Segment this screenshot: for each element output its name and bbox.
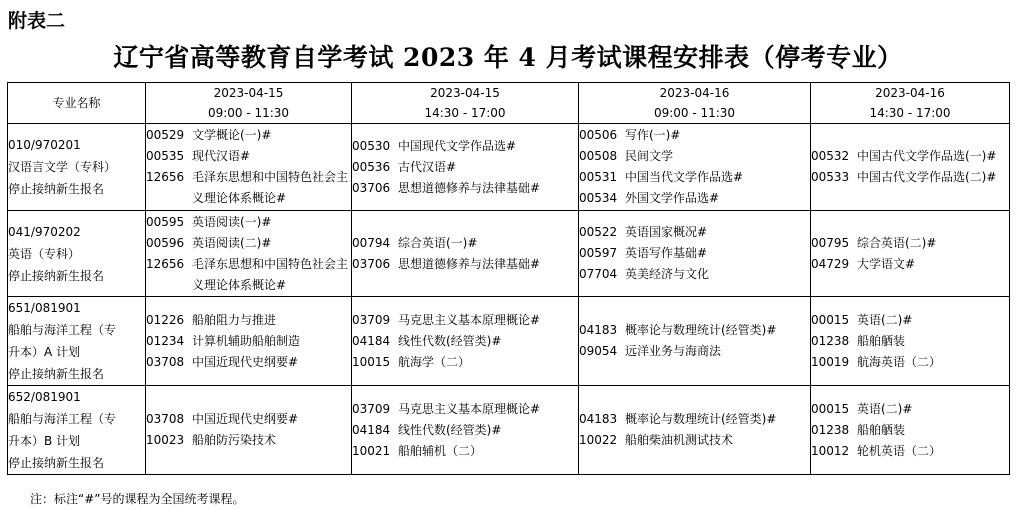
table-row — [8, 297, 1010, 386]
course-code: 10012 — [811, 443, 850, 458]
course-cell — [146, 124, 352, 211]
major-name: 升本）B 计划 — [8, 434, 81, 448]
course-name: 概率论与数理统计(经管类)# — [625, 323, 777, 337]
major-cell — [8, 297, 146, 386]
course-entry — [352, 310, 578, 331]
course-entry — [579, 320, 810, 341]
major-status: 停止接纳新生报名 — [8, 367, 105, 381]
course-cell — [146, 297, 352, 386]
schedule-table — [7, 82, 1010, 475]
course-name: 远洋业务与海商法 — [625, 344, 722, 358]
course-code: 03708 — [146, 354, 185, 369]
course-code: 01238 — [811, 333, 850, 348]
course-entry — [579, 167, 810, 188]
course-name: 毛泽东思想和中国特色社会主义理论体系概论# — [192, 256, 349, 292]
major-name: 升本）A 计划 — [8, 345, 81, 359]
major-cell — [8, 386, 146, 475]
course-name: 船舶舾装 — [857, 333, 906, 348]
course-code: 00534 — [579, 191, 618, 205]
course-entry — [352, 178, 578, 199]
course-code: 00015 — [811, 401, 850, 416]
course-entry — [811, 254, 1009, 275]
course-entry — [579, 125, 810, 146]
course-entry — [352, 352, 578, 373]
course-entry — [352, 136, 578, 157]
course-entry — [352, 157, 578, 178]
course-entry — [146, 352, 351, 373]
major-name: 船舶与海洋工程（专 — [8, 323, 117, 337]
session-date: 2023-04-15 — [213, 86, 284, 100]
course-code: 04729 — [811, 256, 850, 271]
course-code: 04183 — [579, 323, 618, 337]
course-entry — [352, 441, 578, 462]
course-cell — [579, 386, 811, 475]
course-entry — [146, 409, 351, 430]
course-entry — [811, 233, 1009, 254]
course-name: 中国现代文学作品选# — [398, 138, 517, 153]
course-name: 船舶防污染技术 — [192, 433, 277, 447]
course-entry — [811, 399, 1009, 420]
major-status: 停止接纳新生报名 — [8, 268, 105, 283]
course-name: 思想道德修养与法律基础# — [398, 256, 541, 271]
session-time: 14:30 - 17:00 — [424, 106, 506, 120]
course-name: 综合英语(一)# — [398, 235, 478, 250]
course-name: 现代汉语# — [192, 149, 251, 163]
course-code: 00531 — [579, 170, 618, 184]
course-name: 船舶阻力与推进 — [192, 312, 277, 327]
course-entry — [811, 310, 1009, 331]
course-code: 12656 — [146, 256, 185, 271]
course-entry — [352, 399, 578, 420]
course-name: 英语(二)# — [857, 312, 913, 327]
course-cell — [146, 386, 352, 475]
course-cell — [811, 297, 1010, 386]
session-header-1 — [146, 83, 352, 124]
course-entry — [811, 331, 1009, 352]
course-entry — [352, 233, 578, 254]
course-name: 大学语文# — [857, 256, 916, 271]
course-name: 中国近现代史纲要# — [192, 354, 299, 369]
course-name: 古代汉语# — [398, 159, 457, 174]
course-code: 00508 — [579, 149, 618, 163]
footnote: 注：标注“#”号的课程为全国统考课程。 — [30, 492, 245, 506]
course-entry — [146, 125, 351, 146]
annex-label: 附表二 — [8, 10, 66, 32]
course-name: 船舶舾装 — [857, 422, 906, 437]
course-entry — [579, 409, 810, 430]
course-entry — [146, 146, 351, 167]
course-code: 07704 — [579, 267, 618, 281]
course-code: 03706 — [352, 256, 391, 271]
course-code: 10021 — [352, 443, 391, 458]
course-entry — [146, 233, 351, 254]
course-entry — [579, 341, 810, 362]
course-name: 中国古代文学作品选(一)# — [857, 149, 997, 163]
session-header-3 — [579, 83, 811, 124]
course-name: 计算机辅助船舶制造 — [192, 333, 301, 348]
course-code: 00530 — [352, 138, 391, 153]
course-code: 10022 — [579, 433, 618, 447]
course-code: 03709 — [352, 401, 391, 416]
course-entry — [352, 254, 578, 275]
course-entry — [811, 167, 1009, 188]
course-name: 概率论与数理统计(经管类)# — [625, 412, 777, 426]
course-name: 思想道德修养与法律基础# — [398, 180, 541, 195]
session-time: 09:00 - 11:30 — [207, 106, 290, 120]
course-code: 09054 — [579, 344, 618, 358]
course-entry — [146, 212, 351, 233]
course-code: 10019 — [811, 354, 850, 369]
course-cell — [811, 211, 1010, 297]
course-name: 英语阅读(一)# — [192, 214, 272, 229]
course-cell — [811, 124, 1010, 211]
course-code: 04184 — [352, 422, 391, 437]
course-entry — [811, 352, 1009, 373]
course-code: 00597 — [579, 246, 618, 260]
course-name: 写作(一)# — [625, 128, 681, 142]
course-code: 00522 — [579, 225, 618, 239]
major-cell — [8, 211, 146, 297]
course-entry — [579, 264, 810, 285]
course-name: 船舶柴油机测试技术 — [625, 433, 734, 447]
course-cell — [579, 124, 811, 211]
course-cell — [579, 297, 811, 386]
course-name: 外国文学作品选# — [625, 191, 720, 205]
course-name: 中国当代文学作品选# — [625, 170, 744, 184]
major-name: 英语（专科） — [8, 246, 81, 261]
course-name: 船舶辅机（二） — [398, 443, 483, 458]
course-cell — [352, 124, 579, 211]
course-name: 英语写作基础# — [625, 246, 708, 260]
course-name: 马克思主义基本原理概论# — [398, 312, 541, 327]
major-cell — [8, 124, 146, 211]
course-name: 英美经济与文化 — [625, 267, 710, 281]
page-title: 辽宁省高等教育自学考试 2023 年 4 月考试课程安排表（停考专业） — [113, 43, 903, 72]
session-date: 2023-04-16 — [659, 86, 730, 100]
session-date: 2023-04-16 — [875, 86, 945, 100]
course-code: 00595 — [146, 214, 185, 229]
table-row — [8, 211, 1010, 297]
course-code: 12656 — [146, 170, 185, 184]
course-entry — [579, 222, 810, 243]
course-entry — [579, 430, 810, 451]
course-code: 00596 — [146, 235, 185, 250]
course-cell — [352, 211, 579, 297]
course-name: 英语(二)# — [857, 401, 913, 416]
course-code: 10023 — [146, 433, 185, 447]
major-name: 船舶与海洋工程（专 — [8, 412, 117, 426]
course-code: 00506 — [579, 128, 618, 142]
course-name: 马克思主义基本原理概论# — [398, 401, 541, 416]
course-name: 线性代数(经管类)# — [398, 333, 502, 348]
course-cell — [579, 211, 811, 297]
course-cell — [352, 297, 579, 386]
course-entry — [146, 254, 351, 296]
major-column-header: 专业名称 — [8, 83, 146, 124]
course-name: 航海英语（二） — [857, 354, 942, 369]
major-status: 停止接纳新生报名 — [8, 456, 105, 470]
course-name: 轮机英语（二） — [857, 443, 942, 458]
course-name: 文学概论(一)# — [192, 128, 272, 142]
course-name: 毛泽东思想和中国特色社会主义理论体系概论# — [192, 170, 349, 205]
course-code: 00535 — [146, 149, 185, 163]
course-entry — [579, 146, 810, 167]
course-name: 综合英语(二)# — [857, 235, 937, 250]
course-name: 英语阅读(二)# — [192, 235, 272, 250]
major-name: 汉语言文学（专科） — [8, 160, 117, 174]
course-entry — [146, 167, 351, 209]
session-header-2 — [352, 83, 579, 124]
course-entry — [146, 331, 351, 352]
course-entry — [579, 243, 810, 264]
course-entry — [352, 331, 578, 352]
course-code: 00795 — [811, 235, 850, 250]
major-code: 652/081901 — [8, 390, 81, 404]
major-code: 041/970202 — [8, 224, 81, 239]
course-entry — [579, 188, 810, 209]
course-code: 04184 — [352, 333, 391, 348]
course-name: 英语国家概况# — [625, 225, 708, 239]
course-entry — [811, 146, 1009, 167]
course-code: 00533 — [811, 170, 850, 184]
course-code: 01238 — [811, 422, 850, 437]
course-code: 10015 — [352, 354, 391, 369]
session-time: 09:00 - 11:30 — [653, 106, 736, 120]
course-entry — [146, 310, 351, 331]
major-code: 651/081901 — [8, 301, 81, 315]
course-code: 01226 — [146, 312, 185, 327]
table-row — [8, 124, 1010, 211]
major-status: 停止接纳新生报名 — [8, 182, 105, 196]
course-code: 01234 — [146, 333, 185, 348]
course-name: 民间文学 — [625, 149, 674, 163]
session-date: 2023-04-15 — [430, 86, 500, 100]
course-cell — [146, 211, 352, 297]
session-time: 14:30 - 17:00 — [869, 106, 951, 120]
course-code: 03708 — [146, 412, 185, 426]
session-header-4 — [811, 83, 1010, 124]
course-cell — [811, 386, 1010, 475]
table-header-row — [8, 83, 1010, 124]
major-code: 010/970201 — [8, 138, 81, 152]
course-cell — [352, 386, 579, 475]
course-code: 00015 — [811, 312, 850, 327]
course-code: 00532 — [811, 149, 850, 163]
course-entry — [146, 430, 351, 451]
course-entry — [811, 420, 1009, 441]
course-code: 00529 — [146, 128, 185, 142]
course-name: 航海学（二） — [398, 354, 471, 369]
course-name: 线性代数(经管类)# — [398, 422, 502, 437]
course-code: 03709 — [352, 312, 391, 327]
course-name: 中国古代文学作品选(二)# — [857, 170, 997, 184]
course-name: 中国近现代史纲要# — [192, 412, 299, 426]
table-row — [8, 386, 1010, 475]
course-code: 03706 — [352, 180, 391, 195]
course-code: 00536 — [352, 159, 391, 174]
course-code: 00794 — [352, 235, 391, 250]
course-code: 04183 — [579, 412, 618, 426]
course-entry — [811, 441, 1009, 462]
course-entry — [352, 420, 578, 441]
